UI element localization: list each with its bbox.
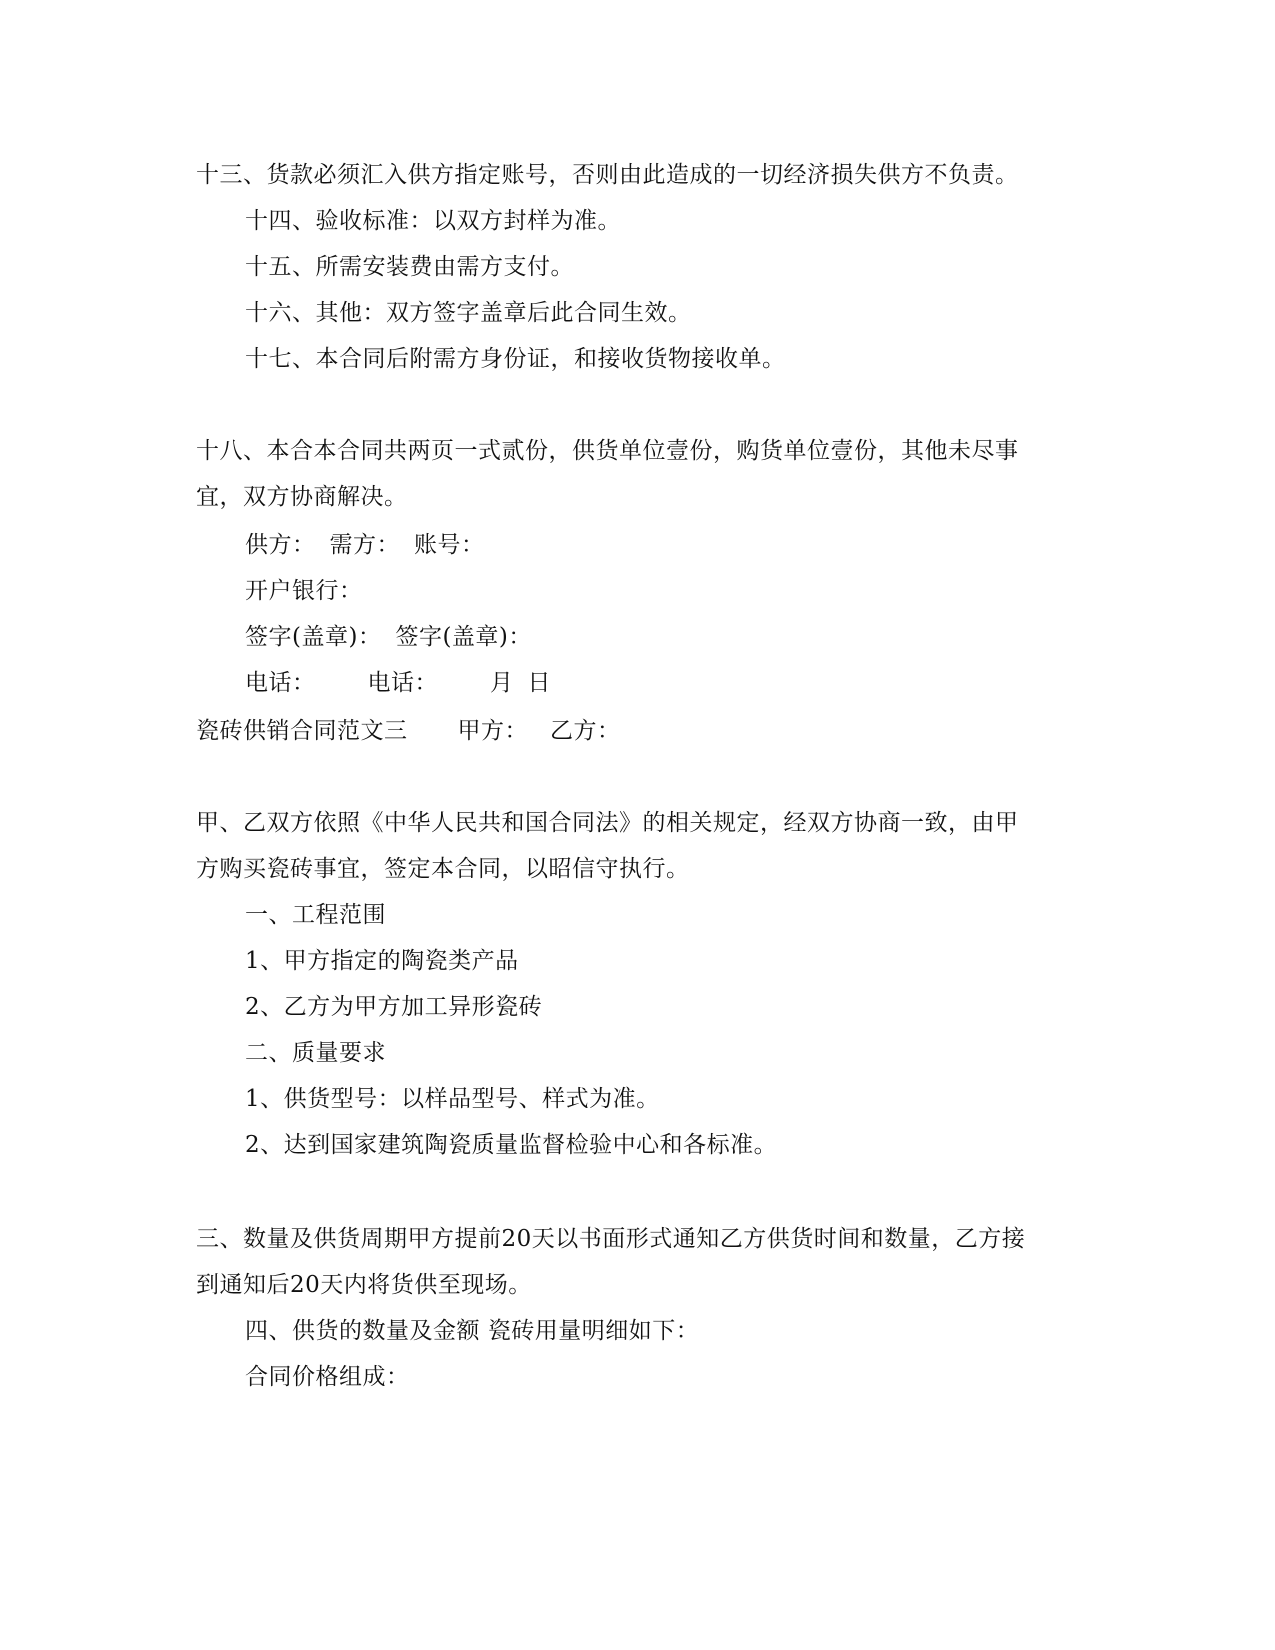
supplier-seal-label: 签字(盖章)： <box>245 624 382 650</box>
party-a-label: 甲方： <box>457 718 528 744</box>
clause-18-line-2: 宜，双方协商解决。 <box>196 484 408 510</box>
clause-18-line-1: 十八、本合本合同共两页一式贰份，供货单位壹份，购货单位壹份，其他未尽事 <box>196 438 1019 464</box>
preamble-line-2: 方购买瓷砖事宜，签定本合同，以昭信守执行。 <box>196 856 690 882</box>
section-2-heading: 二、质量要求 <box>245 1040 386 1066</box>
price-composition-label: 合同价格组成： <box>245 1364 410 1390</box>
section-1-heading: 一、工程范围 <box>245 902 386 928</box>
phone-date-row <box>245 668 551 698</box>
section-1-item-2: 2、乙方为甲方加工异形瓷砖 <box>245 994 543 1020</box>
signature-parties-row <box>245 530 485 560</box>
section-2-item-1: 1、供货型号：以样品型号、样式为准。 <box>245 1086 660 1112</box>
section-4-heading: 四、供货的数量及金额 瓷砖用量明细如下： <box>245 1318 700 1344</box>
section-title-row <box>196 716 621 746</box>
seal-row <box>245 622 532 652</box>
day-label: 日 <box>527 670 551 696</box>
buyer-seal-label: 签字(盖章)： <box>395 624 532 650</box>
supplier-phone-label: 电话： <box>245 670 316 696</box>
supplier-label: 供方： <box>245 532 316 558</box>
section-3-line-1: 三、数量及供货周期甲方提前20天以书面形式通知乙方供货时间和数量，乙方接 <box>196 1226 1026 1252</box>
buyer-label: 需方： <box>329 532 400 558</box>
bank-label: 开户银行： <box>245 578 363 604</box>
preamble-line-1: 甲、乙双方依照《中华人民共和国合同法》的相关规定，经双方协商一致，由甲 <box>196 810 1019 836</box>
section-1-item-1: 1、甲方指定的陶瓷类产品 <box>245 948 519 974</box>
buyer-phone-label: 电话： <box>367 670 438 696</box>
clause-13: 十三、货款必须汇入供方指定账号，否则由此造成的一切经济损失供方不负责。 <box>196 162 1019 188</box>
clause-17: 十七、本合同后附需方身份证，和接收货物接收单。 <box>245 346 786 372</box>
clause-15: 十五、所需安装费由需方支付。 <box>245 254 574 280</box>
clause-16: 十六、其他：双方签字盖章后此合同生效。 <box>245 300 692 326</box>
month-label: 月 <box>490 670 514 696</box>
party-b-label: 乙方： <box>550 718 621 744</box>
section-3-line-2: 到通知后20天内将货供至现场。 <box>196 1272 532 1298</box>
account-label: 账号： <box>414 532 485 558</box>
clause-14: 十四、验收标准：以双方封样为准。 <box>245 208 621 234</box>
section-2-item-2: 2、达到国家建筑陶瓷质量监督检验中心和各标准。 <box>245 1132 778 1158</box>
contract-title: 瓷砖供销合同范文三 <box>196 718 408 744</box>
